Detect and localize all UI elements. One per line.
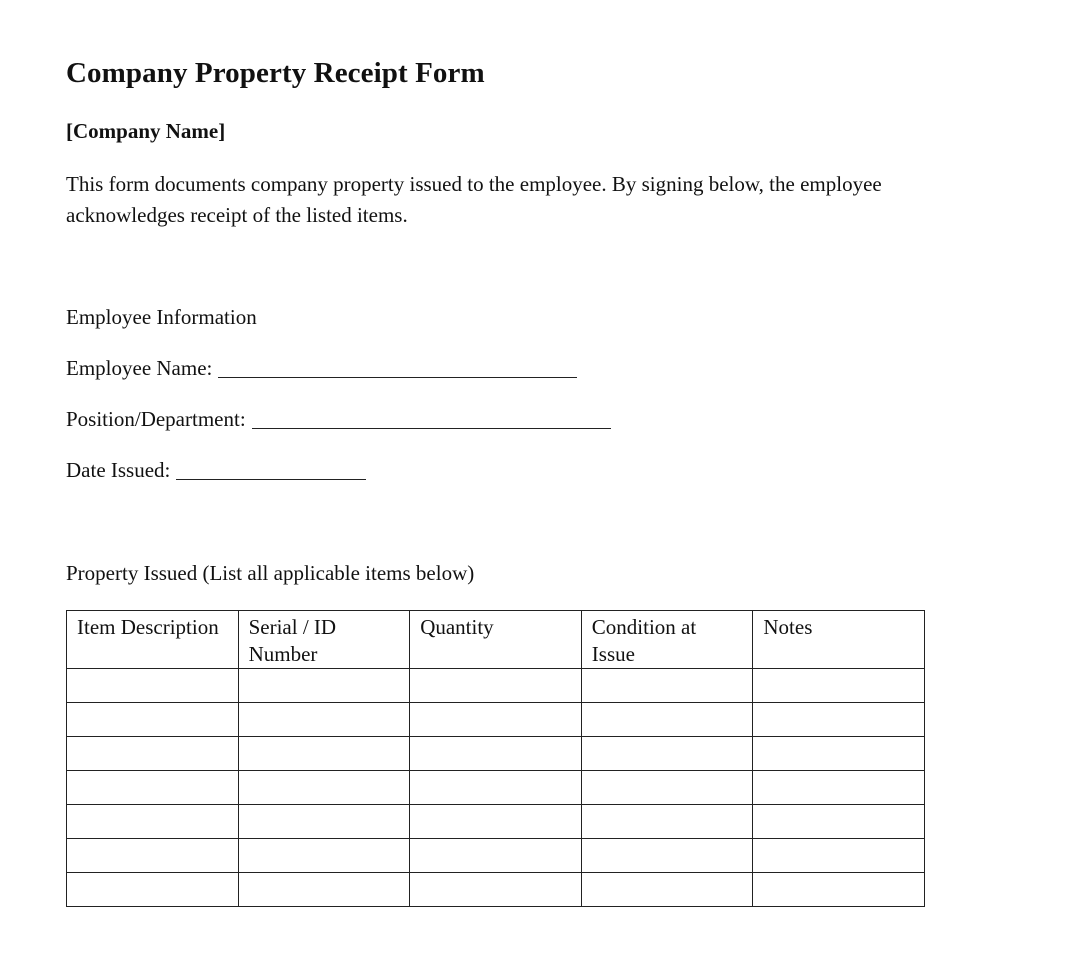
table-cell[interactable] <box>67 669 239 703</box>
table-cell[interactable] <box>238 805 410 839</box>
date-issued-line[interactable] <box>176 459 366 480</box>
table-cell[interactable] <box>753 771 925 805</box>
table-row <box>67 737 925 771</box>
table-cell[interactable] <box>238 839 410 873</box>
table-row <box>67 839 925 873</box>
employee-info-heading: Employee Information <box>66 305 257 329</box>
company-name: [Company Name] <box>66 119 226 143</box>
date-issued-label: Date Issued: <box>66 458 171 482</box>
table-cell[interactable] <box>581 873 753 907</box>
position-department-label: Position/Department: <box>66 407 246 431</box>
table-cell[interactable] <box>410 669 582 703</box>
position-department-line[interactable] <box>252 408 611 429</box>
column-header-serial-id-number: Serial / ID Number <box>238 611 410 669</box>
table-cell[interactable] <box>67 771 239 805</box>
table-cell[interactable] <box>753 805 925 839</box>
table-cell[interactable] <box>753 839 925 873</box>
table-header-row <box>67 611 925 669</box>
table-cell[interactable] <box>410 805 582 839</box>
table-cell[interactable] <box>67 873 239 907</box>
table-row <box>67 669 925 703</box>
table-row <box>67 873 925 907</box>
position-department-field <box>66 406 611 432</box>
table-cell[interactable] <box>410 873 582 907</box>
employee-name-label: Employee Name: <box>66 356 213 380</box>
table-cell[interactable] <box>67 839 239 873</box>
column-header-condition-at-issue: Condition at Issue <box>581 611 753 669</box>
table-cell[interactable] <box>238 771 410 805</box>
table-cell[interactable] <box>238 873 410 907</box>
table-cell[interactable] <box>67 805 239 839</box>
table-cell[interactable] <box>67 737 239 771</box>
table-cell[interactable] <box>410 771 582 805</box>
date-issued-field <box>66 457 366 483</box>
intro-paragraph: This form documents company property issued to the employee. By signing below, the employee acknowledges receipt of the listed items. <box>66 172 882 227</box>
table-cell[interactable] <box>753 703 925 737</box>
table-cell[interactable] <box>581 737 753 771</box>
employee-name-field <box>66 355 577 381</box>
column-header-item-description: Item Description <box>67 611 239 669</box>
table-body <box>67 669 925 907</box>
table-cell[interactable] <box>581 771 753 805</box>
table-cell[interactable] <box>581 839 753 873</box>
table-cell[interactable] <box>753 669 925 703</box>
employee-name-line[interactable] <box>218 357 577 378</box>
property-issued-heading: Property Issued (List all applicable items below) <box>66 561 475 585</box>
table-cell[interactable] <box>581 703 753 737</box>
table-row <box>67 771 925 805</box>
table-cell[interactable] <box>581 805 753 839</box>
table-cell[interactable] <box>238 737 410 771</box>
page-title: Company Property Receipt Form <box>66 57 485 89</box>
table-cell[interactable] <box>753 737 925 771</box>
column-header-notes: Notes <box>753 611 925 669</box>
table-cell[interactable] <box>410 839 582 873</box>
table-cell[interactable] <box>410 737 582 771</box>
table-cell[interactable] <box>753 873 925 907</box>
table-cell[interactable] <box>238 703 410 737</box>
table-cell[interactable] <box>238 669 410 703</box>
table-row <box>67 703 925 737</box>
table-cell[interactable] <box>67 703 239 737</box>
table-cell[interactable] <box>410 703 582 737</box>
column-header-quantity: Quantity <box>410 611 582 669</box>
table-row <box>67 805 925 839</box>
property-table <box>66 610 925 907</box>
table-cell[interactable] <box>581 669 753 703</box>
